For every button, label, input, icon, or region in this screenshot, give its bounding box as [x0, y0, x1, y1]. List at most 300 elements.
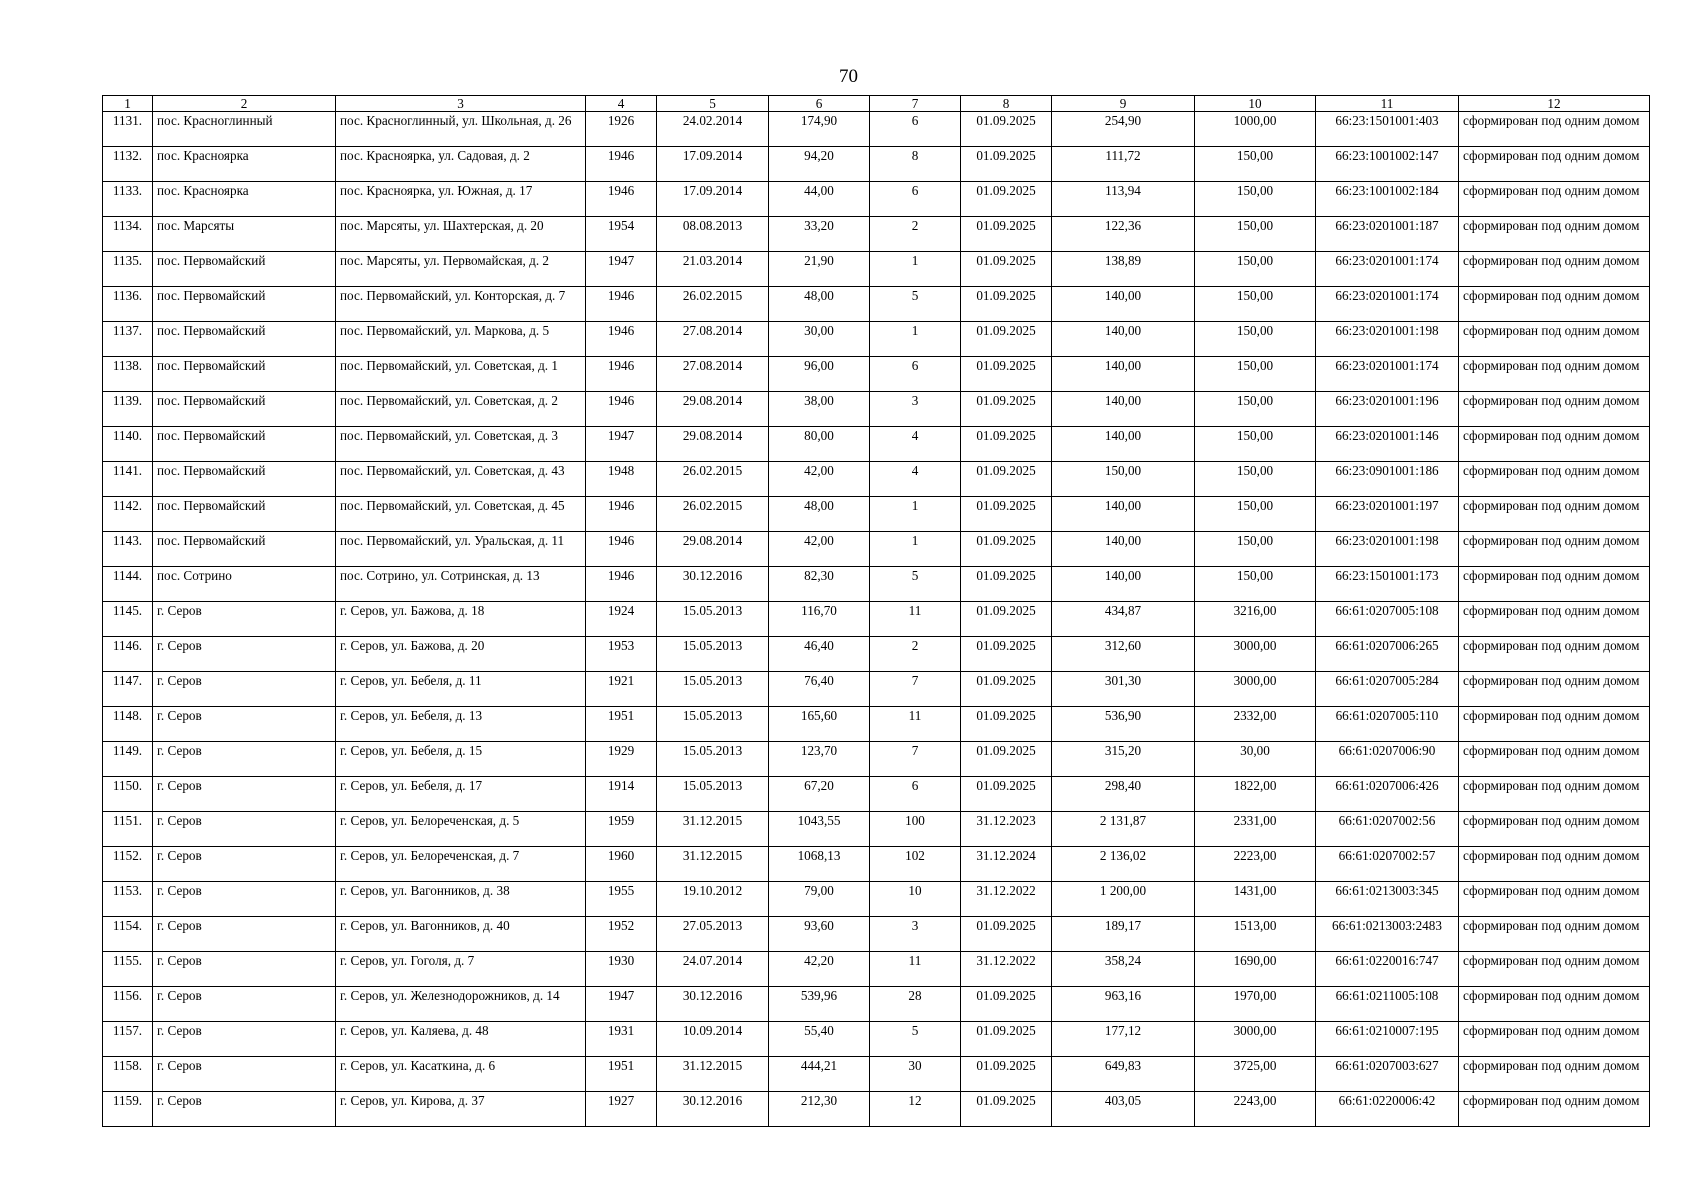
cell-cadastral-number: 66:23:0201001:174 [1316, 252, 1459, 287]
cell-living-area: 2 131,87 [1052, 812, 1195, 847]
cell-area: 38,00 [769, 392, 870, 427]
cell-date: 19.10.2012 [657, 882, 769, 917]
cell-land-area: 150,00 [1195, 357, 1316, 392]
cell-note: сформирован под одним домом [1459, 567, 1650, 602]
cell-address: г. Серов, ул. Белореченская, д. 5 [336, 812, 586, 847]
cell-cadastral-number: 66:61:0213003:345 [1316, 882, 1459, 917]
cell-deadline: 01.09.2025 [961, 532, 1052, 567]
cell-cadastral-number: 66:23:1501001:403 [1316, 112, 1459, 147]
cell-living-area: 536,90 [1052, 707, 1195, 742]
cell-area: 79,00 [769, 882, 870, 917]
cell-cadastral-number: 66:23:0201001:197 [1316, 497, 1459, 532]
cell-settlement: г. Серов [153, 847, 336, 882]
cell-deadline: 01.09.2025 [961, 252, 1052, 287]
cell-deadline: 01.09.2025 [961, 357, 1052, 392]
cell-settlement: г. Серов [153, 952, 336, 987]
cell-address: г. Серов, ул. Вагонников, д. 40 [336, 917, 586, 952]
cell-address: пос. Первомайский, ул. Уральская, д. 11 [336, 532, 586, 567]
cell-address: пос. Первомайский, ул. Советская, д. 3 [336, 427, 586, 462]
cell-residents: 3 [870, 917, 961, 952]
cell-address: пос. Первомайский, ул. Советская, д. 43 [336, 462, 586, 497]
cell-residents: 11 [870, 707, 961, 742]
cell-address: пос. Первомайский, ул. Советская, д. 45 [336, 497, 586, 532]
cell-row-number: 1146. [103, 637, 153, 672]
cell-note: сформирован под одним домом [1459, 497, 1650, 532]
cell-area: 42,00 [769, 532, 870, 567]
cell-land-area: 150,00 [1195, 182, 1316, 217]
cell-address: пос. Первомайский, ул. Маркова, д. 5 [336, 322, 586, 357]
cell-row-number: 1149. [103, 742, 153, 777]
cell-settlement: г. Серов [153, 812, 336, 847]
cell-cadastral-number: 66:23:0201001:187 [1316, 217, 1459, 252]
cell-address: г. Серов, ул. Гоголя, д. 7 [336, 952, 586, 987]
table-row [103, 637, 1650, 672]
cell-living-area: 140,00 [1052, 322, 1195, 357]
table-row [103, 1057, 1650, 1092]
cell-year-built: 1952 [586, 917, 657, 952]
cell-address: г. Серов, ул. Бажова, д. 20 [336, 637, 586, 672]
cell-year-built: 1924 [586, 602, 657, 637]
cell-row-number: 1136. [103, 287, 153, 322]
cell-land-area: 3725,00 [1195, 1057, 1316, 1092]
cell-residents: 6 [870, 112, 961, 147]
cell-deadline: 31.12.2022 [961, 882, 1052, 917]
cell-land-area: 150,00 [1195, 427, 1316, 462]
table-body [103, 112, 1650, 1127]
cell-year-built: 1951 [586, 707, 657, 742]
cell-residents: 102 [870, 847, 961, 882]
cell-area: 48,00 [769, 287, 870, 322]
cell-cadastral-number: 66:23:0201001:174 [1316, 287, 1459, 322]
cell-row-number: 1147. [103, 672, 153, 707]
table-row [103, 392, 1650, 427]
cell-living-area: 111,72 [1052, 147, 1195, 182]
cell-residents: 5 [870, 1022, 961, 1057]
cell-land-area: 1822,00 [1195, 777, 1316, 812]
cell-land-area: 150,00 [1195, 147, 1316, 182]
cell-residents: 12 [870, 1092, 961, 1127]
housing-registry-table [102, 95, 1650, 1127]
cell-deadline: 01.09.2025 [961, 322, 1052, 357]
cell-land-area: 150,00 [1195, 392, 1316, 427]
cell-living-area: 434,87 [1052, 602, 1195, 637]
cell-note: сформирован под одним домом [1459, 917, 1650, 952]
cell-cadastral-number: 66:23:0201001:198 [1316, 532, 1459, 567]
cell-area: 1043,55 [769, 812, 870, 847]
cell-deadline: 01.09.2025 [961, 427, 1052, 462]
cell-area: 48,00 [769, 497, 870, 532]
cell-land-area: 1513,00 [1195, 917, 1316, 952]
cell-area: 93,60 [769, 917, 870, 952]
cell-deadline: 01.09.2025 [961, 672, 1052, 707]
cell-note: сформирован под одним домом [1459, 1022, 1650, 1057]
cell-year-built: 1929 [586, 742, 657, 777]
cell-cadastral-number: 66:61:0220016:747 [1316, 952, 1459, 987]
cell-date: 26.02.2015 [657, 462, 769, 497]
cell-note: сформирован под одним домом [1459, 217, 1650, 252]
cell-deadline: 01.09.2025 [961, 602, 1052, 637]
cell-residents: 2 [870, 637, 961, 672]
cell-area: 116,70 [769, 602, 870, 637]
table-row [103, 812, 1650, 847]
cell-cadastral-number: 66:23:0201001:174 [1316, 357, 1459, 392]
cell-settlement: пос. Первомайский [153, 322, 336, 357]
cell-residents: 28 [870, 987, 961, 1022]
table-row [103, 217, 1650, 252]
cell-date: 10.09.2014 [657, 1022, 769, 1057]
cell-cadastral-number: 66:61:0211005:108 [1316, 987, 1459, 1022]
cell-row-number: 1158. [103, 1057, 153, 1092]
cell-date: 15.05.2013 [657, 777, 769, 812]
cell-note: сформирован под одним домом [1459, 882, 1650, 917]
cell-deadline: 01.09.2025 [961, 497, 1052, 532]
cell-area: 212,30 [769, 1092, 870, 1127]
cell-date: 29.08.2014 [657, 532, 769, 567]
cell-note: сформирован под одним домом [1459, 987, 1650, 1022]
cell-note: сформирован под одним домом [1459, 602, 1650, 637]
cell-year-built: 1926 [586, 112, 657, 147]
cell-row-number: 1140. [103, 427, 153, 462]
cell-note: сформирован под одним домом [1459, 147, 1650, 182]
cell-cadastral-number: 66:61:0210007:195 [1316, 1022, 1459, 1057]
cell-residents: 3 [870, 392, 961, 427]
cell-living-area: 177,12 [1052, 1022, 1195, 1057]
cell-row-number: 1153. [103, 882, 153, 917]
cell-settlement: г. Серов [153, 1022, 336, 1057]
cell-area: 21,90 [769, 252, 870, 287]
cell-deadline: 01.09.2025 [961, 287, 1052, 322]
cell-year-built: 1947 [586, 427, 657, 462]
cell-address: г. Серов, ул. Вагонников, д. 38 [336, 882, 586, 917]
cell-cadastral-number: 66:23:0201001:198 [1316, 322, 1459, 357]
cell-settlement: г. Серов [153, 882, 336, 917]
column-header-12: 12 [1459, 96, 1650, 112]
cell-deadline: 01.09.2025 [961, 462, 1052, 497]
column-header-11: 11 [1316, 96, 1459, 112]
table-row [103, 917, 1650, 952]
cell-settlement: г. Серов [153, 917, 336, 952]
cell-row-number: 1150. [103, 777, 153, 812]
cell-living-area: 140,00 [1052, 357, 1195, 392]
cell-land-area: 2332,00 [1195, 707, 1316, 742]
cell-date: 27.05.2013 [657, 917, 769, 952]
cell-residents: 8 [870, 147, 961, 182]
cell-area: 55,40 [769, 1022, 870, 1057]
cell-cadastral-number: 66:23:0901001:186 [1316, 462, 1459, 497]
cell-area: 33,20 [769, 217, 870, 252]
cell-living-area: 140,00 [1052, 287, 1195, 322]
cell-address: пос. Марсяты, ул. Первомайская, д. 2 [336, 252, 586, 287]
cell-row-number: 1154. [103, 917, 153, 952]
cell-living-area: 963,16 [1052, 987, 1195, 1022]
cell-deadline: 01.09.2025 [961, 917, 1052, 952]
cell-living-area: 403,05 [1052, 1092, 1195, 1127]
cell-year-built: 1946 [586, 532, 657, 567]
cell-deadline: 01.09.2025 [961, 987, 1052, 1022]
cell-date: 27.08.2014 [657, 357, 769, 392]
cell-deadline: 01.09.2025 [961, 182, 1052, 217]
cell-year-built: 1947 [586, 252, 657, 287]
cell-land-area: 2331,00 [1195, 812, 1316, 847]
cell-residents: 7 [870, 742, 961, 777]
cell-living-area: 140,00 [1052, 497, 1195, 532]
table-row [103, 952, 1650, 987]
cell-settlement: пос. Красноглинный [153, 112, 336, 147]
table-row [103, 497, 1650, 532]
cell-land-area: 150,00 [1195, 322, 1316, 357]
cell-land-area: 150,00 [1195, 497, 1316, 532]
table-row [103, 427, 1650, 462]
cell-deadline: 01.09.2025 [961, 777, 1052, 812]
cell-address: пос. Первомайский, ул. Советская, д. 1 [336, 357, 586, 392]
cell-area: 174,90 [769, 112, 870, 147]
cell-deadline: 31.12.2022 [961, 952, 1052, 987]
cell-area: 82,30 [769, 567, 870, 602]
cell-cadastral-number: 66:61:0207002:57 [1316, 847, 1459, 882]
cell-row-number: 1152. [103, 847, 153, 882]
cell-date: 24.02.2014 [657, 112, 769, 147]
column-header-1: 1 [103, 96, 153, 112]
cell-date: 15.05.2013 [657, 672, 769, 707]
cell-living-area: 1 200,00 [1052, 882, 1195, 917]
cell-settlement: г. Серов [153, 1092, 336, 1127]
cell-address: пос. Красноглинный, ул. Школьная, д. 26 [336, 112, 586, 147]
cell-year-built: 1914 [586, 777, 657, 812]
cell-land-area: 150,00 [1195, 252, 1316, 287]
cell-year-built: 1948 [586, 462, 657, 497]
cell-row-number: 1133. [103, 182, 153, 217]
table-header [103, 96, 1650, 112]
cell-settlement: пос. Красноярка [153, 147, 336, 182]
cell-area: 165,60 [769, 707, 870, 742]
cell-note: сформирован под одним домом [1459, 287, 1650, 322]
cell-cadastral-number: 66:61:0213003:2483 [1316, 917, 1459, 952]
cell-land-area: 1690,00 [1195, 952, 1316, 987]
cell-land-area: 3000,00 [1195, 637, 1316, 672]
cell-note: сформирован под одним домом [1459, 742, 1650, 777]
cell-year-built: 1931 [586, 1022, 657, 1057]
cell-address: г. Серов, ул. Кирова, д. 37 [336, 1092, 586, 1127]
cell-land-area: 1970,00 [1195, 987, 1316, 1022]
cell-area: 67,20 [769, 777, 870, 812]
cell-land-area: 1431,00 [1195, 882, 1316, 917]
cell-land-area: 150,00 [1195, 287, 1316, 322]
cell-row-number: 1135. [103, 252, 153, 287]
cell-cadastral-number: 66:61:0207005:110 [1316, 707, 1459, 742]
cell-settlement: г. Серов [153, 672, 336, 707]
cell-land-area: 3000,00 [1195, 1022, 1316, 1057]
cell-year-built: 1960 [586, 847, 657, 882]
cell-address: г. Серов, ул. Белореченская, д. 7 [336, 847, 586, 882]
cell-date: 08.08.2013 [657, 217, 769, 252]
cell-year-built: 1947 [586, 987, 657, 1022]
table-row [103, 252, 1650, 287]
cell-row-number: 1145. [103, 602, 153, 637]
cell-settlement: г. Серов [153, 742, 336, 777]
cell-date: 17.09.2014 [657, 182, 769, 217]
cell-deadline: 01.09.2025 [961, 1092, 1052, 1127]
cell-note: сформирован под одним домом [1459, 252, 1650, 287]
cell-row-number: 1131. [103, 112, 153, 147]
cell-row-number: 1139. [103, 392, 153, 427]
cell-settlement: пос. Первомайский [153, 357, 336, 392]
cell-living-area: 301,30 [1052, 672, 1195, 707]
cell-deadline: 01.09.2025 [961, 637, 1052, 672]
cell-address: г. Серов, ул. Бебеля, д. 15 [336, 742, 586, 777]
cell-note: сформирован под одним домом [1459, 952, 1650, 987]
cell-area: 123,70 [769, 742, 870, 777]
column-header-10: 10 [1195, 96, 1316, 112]
cell-address: г. Серов, ул. Бебеля, д. 17 [336, 777, 586, 812]
cell-note: сформирован под одним домом [1459, 1057, 1650, 1092]
cell-address: пос. Сотрино, ул. Сотринская, д. 13 [336, 567, 586, 602]
cell-date: 27.08.2014 [657, 322, 769, 357]
cell-area: 444,21 [769, 1057, 870, 1092]
cell-year-built: 1927 [586, 1092, 657, 1127]
cell-residents: 10 [870, 882, 961, 917]
cell-residents: 11 [870, 602, 961, 637]
cell-date: 31.12.2015 [657, 847, 769, 882]
cell-settlement: пос. Первомайский [153, 462, 336, 497]
cell-row-number: 1157. [103, 1022, 153, 1057]
cell-settlement: пос. Первомайский [153, 532, 336, 567]
cell-living-area: 140,00 [1052, 567, 1195, 602]
cell-note: сформирован под одним домом [1459, 462, 1650, 497]
cell-area: 96,00 [769, 357, 870, 392]
cell-living-area: 138,89 [1052, 252, 1195, 287]
table-row [103, 182, 1650, 217]
table-row [103, 672, 1650, 707]
cell-year-built: 1946 [586, 287, 657, 322]
table-row [103, 112, 1650, 147]
cell-area: 42,00 [769, 462, 870, 497]
table-row [103, 707, 1650, 742]
cell-cadastral-number: 66:23:0201001:196 [1316, 392, 1459, 427]
cell-address: г. Серов, ул. Железнодорожников, д. 14 [336, 987, 586, 1022]
column-header-2: 2 [153, 96, 336, 112]
cell-area: 539,96 [769, 987, 870, 1022]
table-row [103, 567, 1650, 602]
cell-note: сформирован под одним домом [1459, 322, 1650, 357]
cell-land-area: 3000,00 [1195, 672, 1316, 707]
cell-deadline: 01.09.2025 [961, 112, 1052, 147]
cell-year-built: 1946 [586, 357, 657, 392]
cell-cadastral-number: 66:61:0207006:426 [1316, 777, 1459, 812]
cell-date: 31.12.2015 [657, 1057, 769, 1092]
cell-land-area: 2243,00 [1195, 1092, 1316, 1127]
cell-residents: 7 [870, 672, 961, 707]
cell-living-area: 2 136,02 [1052, 847, 1195, 882]
cell-date: 30.12.2016 [657, 567, 769, 602]
cell-area: 44,00 [769, 182, 870, 217]
cell-living-area: 254,90 [1052, 112, 1195, 147]
cell-date: 29.08.2014 [657, 427, 769, 462]
cell-residents: 11 [870, 952, 961, 987]
cell-deadline: 01.09.2025 [961, 147, 1052, 182]
cell-date: 30.12.2016 [657, 987, 769, 1022]
cell-date: 29.08.2014 [657, 392, 769, 427]
cell-settlement: пос. Красноярка [153, 182, 336, 217]
cell-land-area: 150,00 [1195, 462, 1316, 497]
cell-area: 42,20 [769, 952, 870, 987]
cell-settlement: г. Серов [153, 707, 336, 742]
cell-address: г. Серов, ул. Бажова, д. 18 [336, 602, 586, 637]
cell-year-built: 1953 [586, 637, 657, 672]
column-header-5: 5 [657, 96, 769, 112]
cell-settlement: пос. Первомайский [153, 252, 336, 287]
cell-living-area: 312,60 [1052, 637, 1195, 672]
cell-land-area: 30,00 [1195, 742, 1316, 777]
cell-row-number: 1151. [103, 812, 153, 847]
table-row [103, 287, 1650, 322]
column-header-3: 3 [336, 96, 586, 112]
cell-date: 15.05.2013 [657, 707, 769, 742]
cell-settlement: пос. Марсяты [153, 217, 336, 252]
cell-address: пос. Красноярка, ул. Садовая, д. 2 [336, 147, 586, 182]
page-number: 70 [839, 66, 858, 87]
cell-residents: 1 [870, 322, 961, 357]
table-row [103, 777, 1650, 812]
table-row [103, 147, 1650, 182]
cell-residents: 5 [870, 287, 961, 322]
cell-living-area: 649,83 [1052, 1057, 1195, 1092]
cell-settlement: г. Серов [153, 987, 336, 1022]
cell-living-area: 189,17 [1052, 917, 1195, 952]
cell-row-number: 1159. [103, 1092, 153, 1127]
cell-residents: 100 [870, 812, 961, 847]
cell-date: 17.09.2014 [657, 147, 769, 182]
cell-living-area: 298,40 [1052, 777, 1195, 812]
cell-living-area: 140,00 [1052, 392, 1195, 427]
cell-cadastral-number: 66:23:1001002:184 [1316, 182, 1459, 217]
cell-area: 94,20 [769, 147, 870, 182]
cell-settlement: г. Серов [153, 602, 336, 637]
cell-note: сформирован под одним домом [1459, 672, 1650, 707]
cell-note: сформирован под одним домом [1459, 182, 1650, 217]
cell-row-number: 1148. [103, 707, 153, 742]
cell-note: сформирован под одним домом [1459, 357, 1650, 392]
cell-residents: 6 [870, 777, 961, 812]
cell-date: 21.03.2014 [657, 252, 769, 287]
cell-land-area: 1000,00 [1195, 112, 1316, 147]
cell-note: сформирован под одним домом [1459, 1092, 1650, 1127]
cell-living-area: 150,00 [1052, 462, 1195, 497]
cell-area: 76,40 [769, 672, 870, 707]
cell-residents: 30 [870, 1057, 961, 1092]
cell-note: сформирован под одним домом [1459, 777, 1650, 812]
cell-land-area: 3216,00 [1195, 602, 1316, 637]
cell-note: сформирован под одним домом [1459, 392, 1650, 427]
cell-address: г. Серов, ул. Каляева, д. 48 [336, 1022, 586, 1057]
cell-deadline: 01.09.2025 [961, 707, 1052, 742]
cell-deadline: 01.09.2025 [961, 567, 1052, 602]
cell-cadastral-number: 66:61:0207006:265 [1316, 637, 1459, 672]
cell-year-built: 1951 [586, 1057, 657, 1092]
cell-row-number: 1141. [103, 462, 153, 497]
cell-year-built: 1946 [586, 322, 657, 357]
table-row [103, 1022, 1650, 1057]
cell-land-area: 150,00 [1195, 217, 1316, 252]
cell-settlement: пос. Первомайский [153, 427, 336, 462]
cell-date: 30.12.2016 [657, 1092, 769, 1127]
cell-deadline: 01.09.2025 [961, 742, 1052, 777]
cell-settlement: г. Серов [153, 637, 336, 672]
table-row [103, 847, 1650, 882]
cell-row-number: 1134. [103, 217, 153, 252]
cell-row-number: 1143. [103, 532, 153, 567]
table-row [103, 602, 1650, 637]
cell-deadline: 01.09.2025 [961, 392, 1052, 427]
